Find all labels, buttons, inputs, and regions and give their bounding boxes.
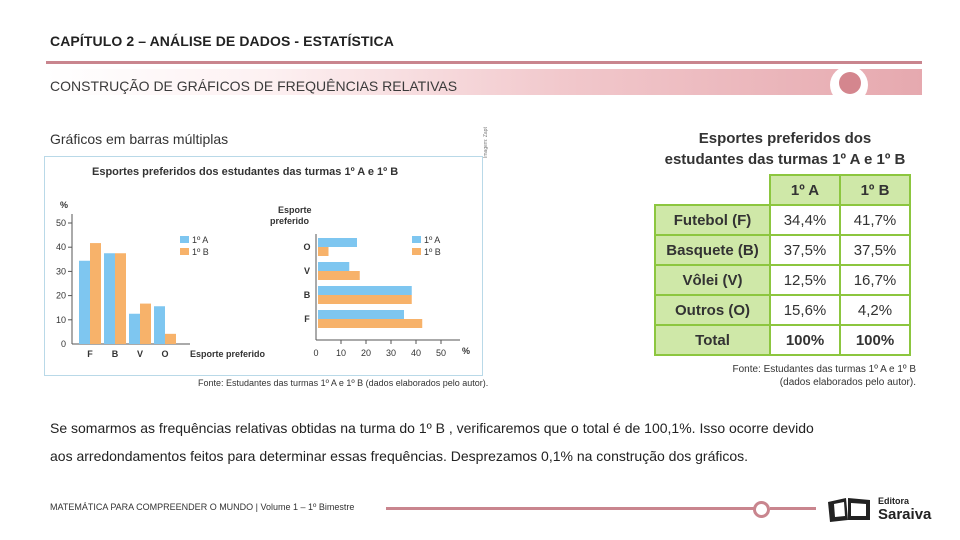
- y-axis-label: %: [60, 200, 69, 210]
- bar-1b: [165, 334, 176, 344]
- column-header-1a: 1º A: [770, 175, 840, 205]
- x-tick-label: 40: [410, 348, 422, 358]
- table-cell: 37,5%: [770, 235, 840, 265]
- table-cell: 15,6%: [770, 295, 840, 325]
- header-rule: [46, 61, 922, 64]
- row-header: Outros (O): [655, 295, 770, 325]
- table-total-row: [655, 325, 910, 355]
- bar-1b: [90, 243, 101, 344]
- x-tick-label: 50: [435, 348, 447, 358]
- table-corner: [655, 175, 770, 205]
- frequency-table: [654, 174, 911, 356]
- bar-1a: [318, 310, 404, 319]
- y-tick-label: 10: [55, 314, 66, 325]
- y-tick-label: 30: [55, 266, 66, 277]
- y-tick-label: O: [303, 242, 311, 252]
- logo-text-saraiva: Saraiva: [878, 506, 932, 523]
- table-title-line2: estudantes das turmas 1º A e 1º B: [664, 151, 906, 168]
- chapter-title: CAPÍTULO 2 – ANÁLISE DE DADOS - ESTATÍSTICA: [50, 33, 394, 49]
- y-axis-label-line1: Esporte: [278, 205, 312, 215]
- row-header: Vôlei (V): [655, 265, 770, 295]
- row-header: Basquete (B): [655, 235, 770, 265]
- x-tick-label: 10: [335, 348, 347, 358]
- table-cell: 34,4%: [770, 205, 840, 235]
- column-header-1b: 1º B: [840, 175, 910, 205]
- row-header: Futebol (F): [655, 205, 770, 235]
- x-tick-label: 30: [385, 348, 397, 358]
- y-tick-label: V: [303, 266, 311, 276]
- x-tick-label: B: [111, 349, 119, 359]
- legend-swatch: [180, 236, 189, 243]
- x-axis-label: Esporte preferido: [190, 349, 265, 359]
- bar-1b: [115, 253, 126, 344]
- footer-rule: [386, 507, 756, 510]
- bar-1b: [318, 271, 360, 280]
- bar-1a: [129, 314, 140, 344]
- table-source-line2: (dados elaborados pelo autor).: [779, 377, 916, 388]
- bar-1a: [318, 286, 412, 295]
- table-cell: 41,7%: [840, 205, 910, 235]
- table-cell: 37,5%: [840, 235, 910, 265]
- row-header: Total: [655, 325, 770, 355]
- table-source-line1: Fonte: Estudantes das turmas 1º A e 1º B: [732, 364, 916, 375]
- table-title: [650, 128, 920, 170]
- bar-1a: [79, 261, 90, 344]
- legend-label: 1º A: [192, 235, 209, 245]
- chart-figure-title: Esportes preferidos dos estudantes das turmas 1º A e 1º B: [92, 166, 399, 178]
- x-tick-label: F: [87, 349, 93, 359]
- table-source: [716, 363, 916, 389]
- table-cell: 100%: [840, 325, 910, 355]
- table-header-row: [655, 175, 910, 205]
- book-logo-icon: [826, 494, 876, 524]
- y-tick-label: 0: [60, 339, 66, 349]
- slide-subtitle: Gráficos em barras múltiplas: [50, 131, 229, 147]
- footer-text: MATEMÁTICA PARA COMPREENDER O MUNDO | Volume 1 – 1º Bimestre: [50, 502, 355, 512]
- paragraph-line-2: aos arredondamentos feitos para determinar essas frequências. Desprezamos 0,1% na construção dos gráficos.: [50, 448, 749, 464]
- y-axis-label-line2: preferido: [270, 216, 310, 226]
- table-row: [655, 265, 910, 295]
- bar-1a: [318, 262, 349, 271]
- x-tick-label: V: [136, 349, 144, 359]
- x-tick-label: 0: [313, 348, 319, 358]
- x-tick-label: 20: [360, 348, 372, 358]
- paragraph-line-1: Se somarmos as frequências relativas obtidas na turma do 1º B , verificaremos que o total é de 100,1%. Isso ocorre devido: [50, 420, 814, 436]
- chart-source: Fonte: Estudantes das turmas 1º A e 1º B (dados elaborados pelo autor).: [198, 378, 489, 388]
- bar-1b: [318, 295, 412, 304]
- table-cell: 100%: [770, 325, 840, 355]
- legend-swatch: [180, 248, 189, 255]
- table-row: [655, 205, 910, 235]
- table-row: [655, 295, 910, 325]
- bar-1b: [140, 304, 151, 344]
- bar-1a: [104, 253, 115, 344]
- footer-rule-end: [770, 507, 816, 510]
- legend-label: 1º A: [424, 235, 441, 245]
- table-cell: 16,7%: [840, 265, 910, 295]
- y-tick-label: B: [303, 290, 311, 300]
- legend-label: 1º B: [192, 247, 209, 257]
- x-axis-label: %: [462, 346, 471, 356]
- footer-circle-icon: [753, 501, 770, 518]
- table-title-line1: Esportes preferidos dos: [698, 130, 872, 147]
- logo-text-editora: Editora: [878, 496, 910, 506]
- vertical-bar-chart: [50, 190, 265, 370]
- y-tick-label: 50: [55, 218, 66, 228]
- table-row: [655, 235, 910, 265]
- explanation-paragraph: [50, 414, 920, 470]
- table-cell: 12,5%: [770, 265, 840, 295]
- band-dot-icon: [839, 72, 861, 94]
- section-title: CONSTRUÇÃO DE GRÁFICOS DE FREQUÊNCIAS RELATIVAS: [50, 78, 458, 94]
- table-cell: 4,2%: [840, 295, 910, 325]
- legend-swatch: [412, 248, 421, 255]
- bar-1a: [318, 238, 357, 247]
- legend-label: 1º B: [424, 247, 441, 257]
- legend-swatch: [412, 236, 421, 243]
- x-tick-label: O: [161, 349, 169, 359]
- image-credit: Imagem: Zapt: [483, 127, 489, 158]
- y-tick-label: 20: [55, 290, 66, 301]
- y-tick-label: 40: [55, 242, 66, 253]
- bar-1b: [318, 319, 422, 328]
- bar-1a: [154, 306, 165, 344]
- y-tick-label: F: [304, 314, 310, 324]
- horizontal-bar-chart: [270, 190, 475, 370]
- bar-1b: [318, 247, 329, 256]
